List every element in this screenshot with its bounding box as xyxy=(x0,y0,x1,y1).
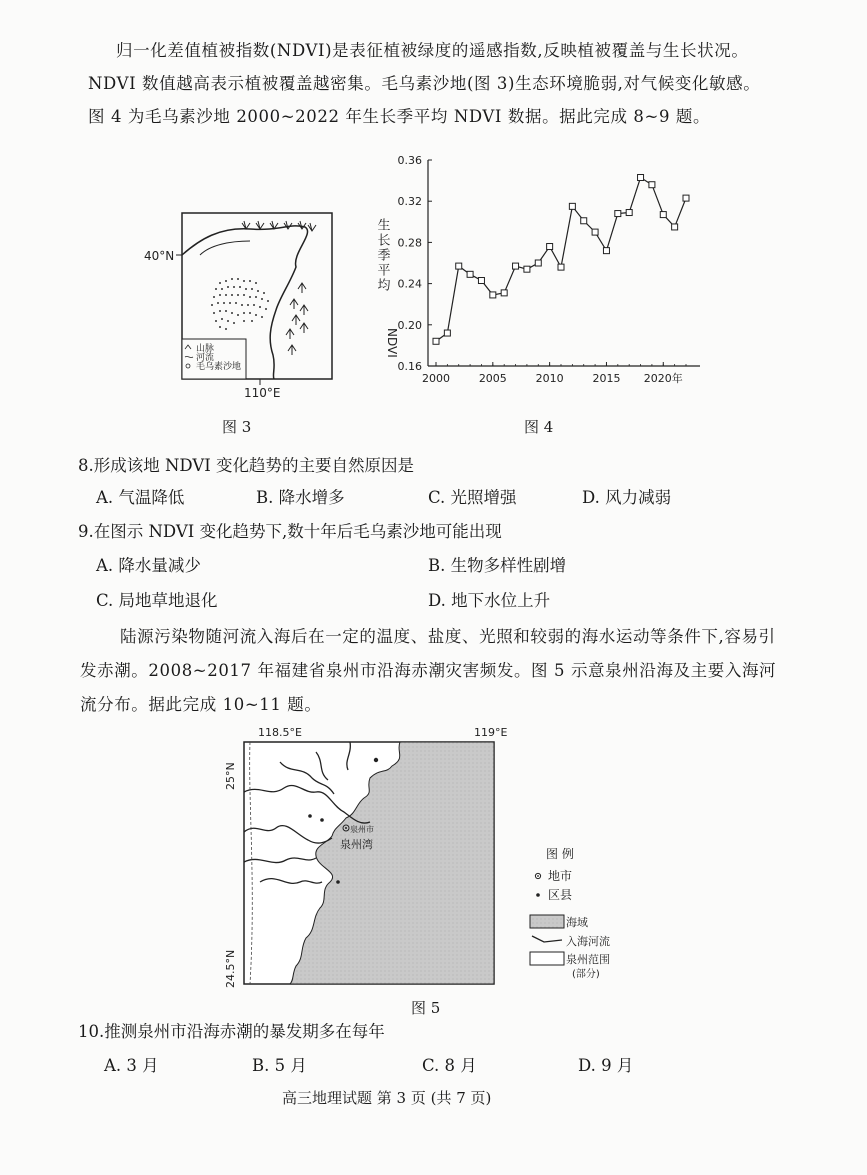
q8-option-d[interactable]: D. 风力减弱 xyxy=(582,488,672,507)
ndvi-data-point xyxy=(524,266,530,272)
chart-ylabel-cn: 生长季平均 xyxy=(374,218,390,293)
legend-scope: 泉州范围 xyxy=(566,953,610,966)
county-marker xyxy=(374,758,378,762)
figure-3-map xyxy=(140,205,340,415)
legend-county: 区县 xyxy=(548,888,573,902)
ndvi-data-point xyxy=(433,338,439,344)
q8-option-b[interactable]: B. 降水增多 xyxy=(256,488,345,507)
sandy-land-dots xyxy=(211,278,269,330)
county-marker xyxy=(336,880,340,884)
ndvi-data-point xyxy=(478,278,484,284)
ndvi-data-point xyxy=(501,290,507,296)
ndvi-data-point xyxy=(456,263,462,269)
ndvi-data-point xyxy=(467,271,473,277)
figure-3-caption: 图 3 xyxy=(222,418,252,436)
chart-x-tick-label: 2015 xyxy=(592,372,621,385)
ndvi-data-point xyxy=(535,260,541,266)
q9-option-d[interactable]: D. 地下水位上升 xyxy=(428,591,551,610)
intro-paragraph-1 xyxy=(60,34,760,133)
chart-y-tick-label: 0.16 xyxy=(397,360,422,373)
chart-x-tick-label: 2000 xyxy=(422,372,450,385)
ndvi-data-point xyxy=(547,244,553,250)
bay-label-quanzhou: 泉州湾 xyxy=(340,838,373,851)
legend-scope-note: (部分) xyxy=(572,969,600,980)
legend-river: 入海河流 xyxy=(566,935,610,948)
intro-line: 归一化差值植被指数(NDVI)是表征植被绿度的遥感指数,反映植被覆盖与生长状况。 xyxy=(116,41,749,60)
figure-4-caption: 图 4 xyxy=(524,418,554,436)
q8-option-a[interactable]: A. 气温降低 xyxy=(96,488,185,507)
county-marker xyxy=(308,814,312,818)
q9-option-b[interactable]: B. 生物多样性剧增 xyxy=(428,556,567,575)
q8-option-c[interactable]: C. 光照增强 xyxy=(428,488,517,507)
question-10-stem: 10.推测泉州市沿海赤潮的暴发期多在每年 xyxy=(78,1022,385,1041)
ndvi-data-point xyxy=(592,229,598,235)
ndvi-data-point xyxy=(672,224,678,230)
ndvi-series-line xyxy=(436,178,686,342)
ndvi-data-point xyxy=(649,182,655,188)
q9-option-c[interactable]: C. 局地草地退化 xyxy=(96,591,218,610)
ndvi-data-point xyxy=(558,264,564,270)
county-marker xyxy=(320,818,324,822)
lat-label-24-5n: 24.5°N xyxy=(224,949,237,988)
chart-y-tick-label: 0.28 xyxy=(397,236,422,250)
intro-line: 流分布。据此完成 10~11 题。 xyxy=(80,695,322,714)
ndvi-data-point xyxy=(660,212,666,218)
ndvi-data-point xyxy=(569,203,575,209)
chart-x-tick-label: 2010 xyxy=(535,372,564,385)
intro-line: 图 4 为毛乌素沙地 2000~2022 年生长季平均 NDVI 数据。据此完成 8~9 题。 xyxy=(88,107,711,126)
figure-3 xyxy=(140,205,340,415)
q10-option-b[interactable]: B. 5 月 xyxy=(252,1056,307,1075)
intro-line: 发赤潮。2008~2017 年福建省泉州市沿海赤潮灾害频发。图 5 示意泉州沿海及主要入海河 xyxy=(80,661,777,680)
q10-option-a[interactable]: A. 3 月 xyxy=(104,1056,159,1075)
lat-label-25n: 25°N xyxy=(224,762,237,790)
question-8-stem: 8.形成该地 NDVI 变化趋势的主要自然原因是 xyxy=(78,456,415,475)
chart-x-tick-label: 2020年 xyxy=(643,372,683,385)
question-9-stem: 9.在图示 NDVI 变化趋势下,数十年后毛乌素沙地可能出现 xyxy=(78,522,502,541)
ndvi-data-point xyxy=(581,218,587,224)
lat-label-40n: 40°N xyxy=(144,249,175,263)
q10-option-d[interactable]: D. 9 月 xyxy=(578,1056,634,1075)
legend-city: 地市 xyxy=(548,869,573,883)
ndvi-data-point xyxy=(638,175,644,181)
ndvi-data-point xyxy=(615,211,621,217)
lon-label-118-5e: 118.5°E xyxy=(258,726,302,739)
chart-y-tick-label: 0.32 xyxy=(397,195,422,209)
legend-mountain-label: 山脉 xyxy=(196,344,215,354)
figure-5 xyxy=(220,722,640,992)
ndvi-data-point xyxy=(683,195,689,201)
ndvi-line-chart xyxy=(370,148,710,398)
chart-x-tick-label: 2005 xyxy=(478,372,507,385)
legend-title: 图 例 xyxy=(546,847,574,861)
q10-option-c[interactable]: C. 8 月 xyxy=(422,1056,477,1075)
figure-5-caption: 图 5 xyxy=(411,999,441,1017)
ndvi-data-point xyxy=(490,292,496,298)
intro-line: 陆源污染物随河流入海后在一定的温度、盐度、光照和较弱的海水运动等条件下,容易引 xyxy=(120,627,776,646)
city-label-quanzhou: 泉州市 xyxy=(350,825,374,834)
chart-y-tick-label: 0.24 xyxy=(397,277,422,291)
page-footer: 高三地理试题 第 3 页 (共 7 页) xyxy=(282,1089,492,1107)
intro-paragraph-2 xyxy=(80,620,776,722)
lon-label-110e: 110°E xyxy=(244,386,281,400)
legend-sea: 海域 xyxy=(566,916,588,929)
figure-4 xyxy=(370,148,710,398)
chart-y-tick-label: 0.20 xyxy=(397,318,422,332)
q9-option-a[interactable]: A. 降水量减少 xyxy=(96,556,201,575)
ndvi-data-point xyxy=(444,330,450,336)
lon-label-119e: 119°E xyxy=(474,726,508,739)
legend-river-label: 河流 xyxy=(196,353,215,363)
ndvi-data-point xyxy=(513,263,519,269)
chart-ylabel-en: NDVI xyxy=(385,328,399,358)
legend-sandy-land-label: 毛乌素沙地 xyxy=(196,362,242,372)
intro-line: NDVI 数值越高表示植被覆盖越密集。毛乌素沙地(图 3)生态环境脆弱,对气候变化敏感。 xyxy=(88,74,761,93)
ndvi-data-point xyxy=(626,210,632,216)
chart-y-tick-label: 0.36 xyxy=(397,154,422,167)
ndvi-data-point xyxy=(603,248,609,254)
figure-5-map xyxy=(220,722,640,992)
